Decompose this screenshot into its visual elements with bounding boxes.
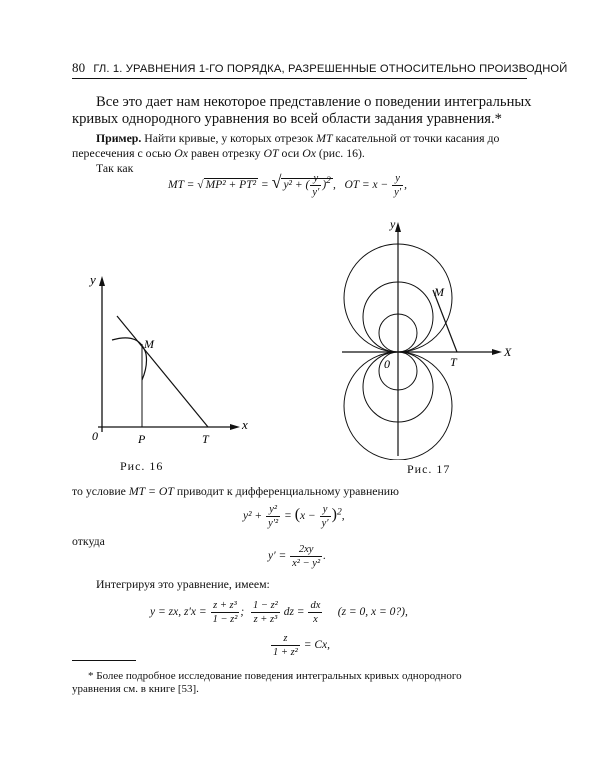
example-text: равен отрезку: [188, 146, 264, 160]
whence-text: откуда: [72, 534, 105, 548]
fig17-t-label: T: [450, 355, 457, 369]
figure-17: [336, 212, 526, 460]
intro-line-1: Все это дает нам некоторое представление о поведении интегральных: [96, 94, 532, 110]
fig16-t-label: T: [202, 432, 209, 446]
eq1-lhs: MT: [168, 179, 184, 192]
eq3-num: 2xy: [290, 543, 322, 557]
eq5-den: 1 + z²: [273, 647, 298, 658]
condition-text: [72, 484, 399, 499]
condition-mt-ot: MT = OT: [128, 484, 174, 498]
eq3-lhs: y′ =: [268, 550, 290, 563]
example-text: пересечения с осью: [72, 146, 175, 160]
equation-3: y′ = $\frac{2xy}{\text{x² − y²}}$ .: [268, 544, 326, 569]
eq3-den: x² − y²: [292, 558, 321, 569]
equation-5: [270, 632, 330, 659]
running-header: [72, 60, 568, 76]
fig16-y-label: y: [90, 272, 96, 287]
running-title: ГЛ. 1. УРАВНЕНИЯ 1-ГО ПОРЯДКА, РАЗРЕШЕННЫЕ ОТНОСИТЕЛЬНО ПРОИЗВОДНОЙ: [93, 63, 568, 75]
fig16-x-label: x: [242, 417, 248, 432]
fig17-tangent-mt: [433, 290, 457, 352]
equation-1: MT = √ MP² + PT² = √ y² + ( $\frac{y}{y'}$ )$^2$ , OT = x − $\frac{y}{y'}$ ,: [168, 172, 407, 198]
example-line-1: [96, 131, 499, 146]
axis-ox: Ox: [174, 146, 188, 160]
fig17-x-label: X: [504, 345, 512, 359]
eq4-frac3-den: x: [313, 614, 318, 625]
fig17-y-label: y: [390, 217, 396, 231]
figure-16: [80, 262, 260, 452]
eq2-exponent: 2: [336, 506, 342, 518]
segment-mt: MT: [316, 131, 333, 145]
condition-text-part: то условие: [72, 484, 129, 498]
eq1-ot: OT = x −: [344, 179, 392, 192]
example-text: оси: [278, 146, 303, 160]
equation-4: [150, 599, 408, 626]
eq1-radicand: MP² + PT²: [205, 179, 257, 192]
eq4-semicolon: ;: [240, 606, 245, 619]
segment-ot: OT: [263, 146, 279, 160]
eq4-frac2-num: 1 − z²: [252, 600, 278, 611]
fig16-tangent-line: [117, 316, 208, 427]
eq4-frac3-num: dx: [310, 600, 321, 611]
footnote-rule: [72, 660, 136, 661]
eq2-frac-den: y′²: [268, 518, 279, 529]
eq1-frac-num: y: [310, 172, 321, 186]
footnote-line-2: уравнения см. в книге [53].: [72, 683, 199, 695]
eq4-frac2-den: z + z³: [253, 614, 278, 625]
eq5-num: z: [271, 632, 300, 646]
eq2-term: x −: [300, 510, 319, 523]
eq4-condition: (z = 0, x = 0?),: [337, 606, 408, 619]
eq2-equals: =: [281, 510, 295, 523]
header-rule: [72, 78, 527, 79]
eq4-dz: dz =: [280, 606, 308, 619]
fig16-caption: Рис. 16: [120, 459, 164, 473]
intro-line-2: кривых однородного уравнения во всей области задания уравнения.*: [72, 111, 502, 127]
example-line-2: [72, 146, 365, 161]
eq5-rhs: = Cx,: [300, 639, 330, 652]
page-number: 80: [72, 60, 86, 75]
eq4-term: y = zx, z′x =: [150, 606, 210, 619]
example-text: (рис. 16).: [315, 146, 365, 160]
example-text: касательной от точки касания до: [332, 131, 500, 145]
eq4-frac1-den: 1 − z²: [212, 614, 238, 625]
eq2-frac2-num: y: [320, 503, 331, 517]
eq1-term: y² +: [283, 179, 306, 192]
fig16-x-arrow: [230, 424, 240, 430]
eq2-frac2-den: y′: [321, 518, 329, 529]
eq4-frac1-num: z + z³: [211, 599, 240, 613]
eq1-ot-num: y: [392, 172, 403, 186]
fig17-m-label: M: [434, 285, 444, 299]
condition-text-part: приводит к дифференциальному уравнению: [173, 484, 399, 498]
example-label: Пример.: [96, 131, 142, 145]
fig16-m-label: M: [144, 337, 154, 351]
fig17-y-arrow: [395, 222, 401, 232]
example-text: Найти кривые, у которых отрезок: [141, 131, 317, 145]
eq1-frac-den: y′: [312, 187, 320, 198]
footnote-line-1: * Более подробное исследование поведения интегральных кривых однородного: [88, 670, 462, 682]
fig16-origin-label: 0: [92, 429, 98, 443]
fig16-integral-curve: [112, 338, 147, 380]
fig17-origin-label: 0: [384, 357, 390, 371]
since-text: Так как: [96, 161, 134, 175]
integrating-text: Интегрируя это уравнение, имеем:: [96, 577, 270, 591]
fig16-p-label: P: [138, 432, 146, 446]
equation-2: y² + $\frac{\text{y²}}{\text{y′²}}$ = (x − $\frac{y}{y'}$ )$^2$,: [243, 504, 345, 529]
axis-ox: Ox: [302, 146, 316, 160]
eq1-ot-den: y′: [394, 187, 402, 198]
eq2-term: y² +: [243, 510, 266, 523]
eq2-frac-num: y²: [266, 503, 280, 517]
fig17-caption: Рис. 17: [407, 462, 451, 476]
fig17-x-arrow: [492, 349, 502, 355]
fig16-y-arrow: [99, 276, 105, 286]
eq1-exponent: 2: [326, 175, 331, 187]
